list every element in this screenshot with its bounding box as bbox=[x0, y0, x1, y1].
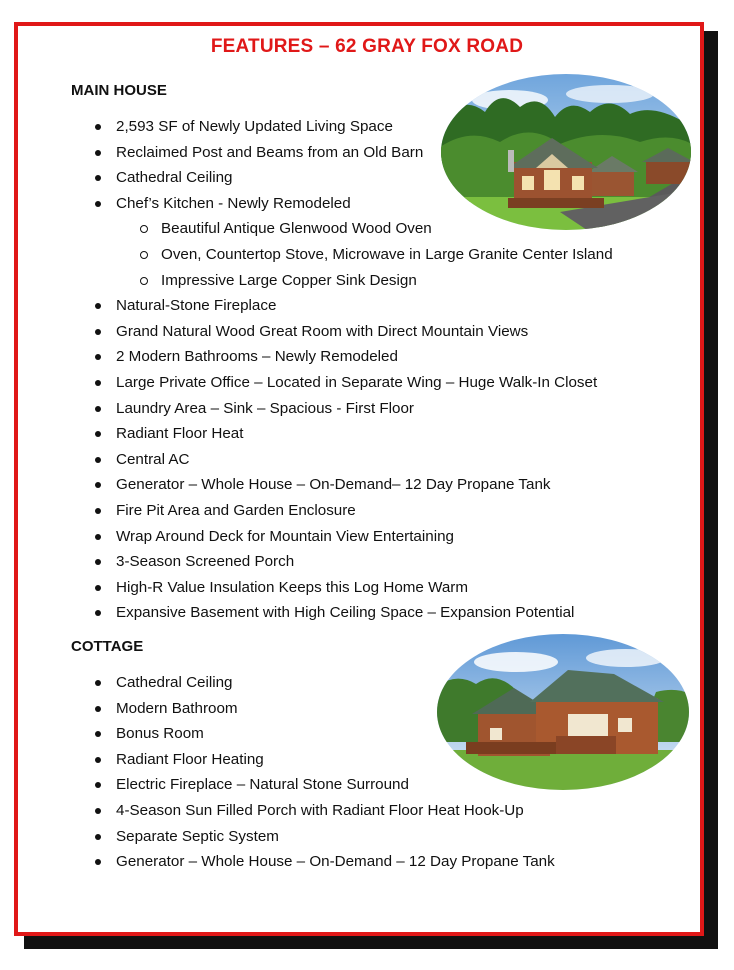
list-item: Central AC bbox=[116, 447, 613, 473]
main-house-photo bbox=[440, 72, 692, 232]
sub-list-item: Beautiful Antique Glenwood Wood Oven bbox=[116, 216, 613, 242]
list-item: Reclaimed Post and Beams from an Old Barn bbox=[116, 140, 613, 166]
list-item: Generator – Whole House – On-Demand – 12 Day Propane Tank bbox=[116, 849, 555, 875]
list-item: Separate Septic System bbox=[116, 824, 555, 850]
list-item: 3-Season Screened Porch bbox=[116, 549, 613, 575]
page-title: FEATURES – 62 GRAY FOX ROAD bbox=[210, 36, 524, 57]
list-item: Wrap Around Deck for Mountain View Entertaining bbox=[116, 524, 613, 550]
list-item: Modern Bathroom bbox=[116, 696, 555, 722]
list-item: 2 Modern Bathrooms – Newly Remodeled bbox=[116, 344, 613, 370]
list-item: Cathedral Ceiling bbox=[116, 670, 555, 696]
cottage-photo bbox=[436, 632, 690, 792]
list-item: Chef’s Kitchen - Newly Remodeled bbox=[116, 191, 613, 217]
list-item: Radiant Floor Heat bbox=[116, 421, 613, 447]
list-item: Grand Natural Wood Great Room with Direct Mountain Views bbox=[116, 319, 613, 345]
list-item: Large Private Office – Located in Separate Wing – Huge Walk-In Closet bbox=[116, 370, 613, 396]
list-item: Cathedral Ceiling bbox=[116, 165, 613, 191]
list-item: Generator – Whole House – On-Demand– 12 Day Propane Tank bbox=[116, 472, 613, 498]
sub-list-item: Impressive Large Copper Sink Design bbox=[116, 268, 613, 294]
list-item: High-R Value Insulation Keeps this Log Home Warm bbox=[116, 575, 613, 601]
list-item: Laundry Area – Sink – Spacious - First Floor bbox=[116, 396, 613, 422]
cottage-heading: COTTAGE bbox=[71, 638, 144, 655]
main-house-heading: MAIN HOUSE bbox=[71, 82, 167, 99]
sub-list-item: Oven, Countertop Stove, Microwave in Large Granite Center Island bbox=[116, 242, 613, 268]
list-item: Radiant Floor Heating bbox=[116, 747, 555, 773]
list-item: Electric Fireplace – Natural Stone Surround bbox=[116, 772, 555, 798]
list-item: 4-Season Sun Filled Porch with Radiant Floor Heat Hook-Up bbox=[116, 798, 555, 824]
list-item: Natural-Stone Fireplace bbox=[116, 293, 613, 319]
list-item: Fire Pit Area and Garden Enclosure bbox=[116, 498, 613, 524]
list-item: Bonus Room bbox=[116, 721, 555, 747]
list-item: Expansive Basement with High Ceiling Space – Expansion Potential bbox=[116, 600, 613, 626]
list-item: 2,593 SF of Newly Updated Living Space bbox=[116, 114, 613, 140]
